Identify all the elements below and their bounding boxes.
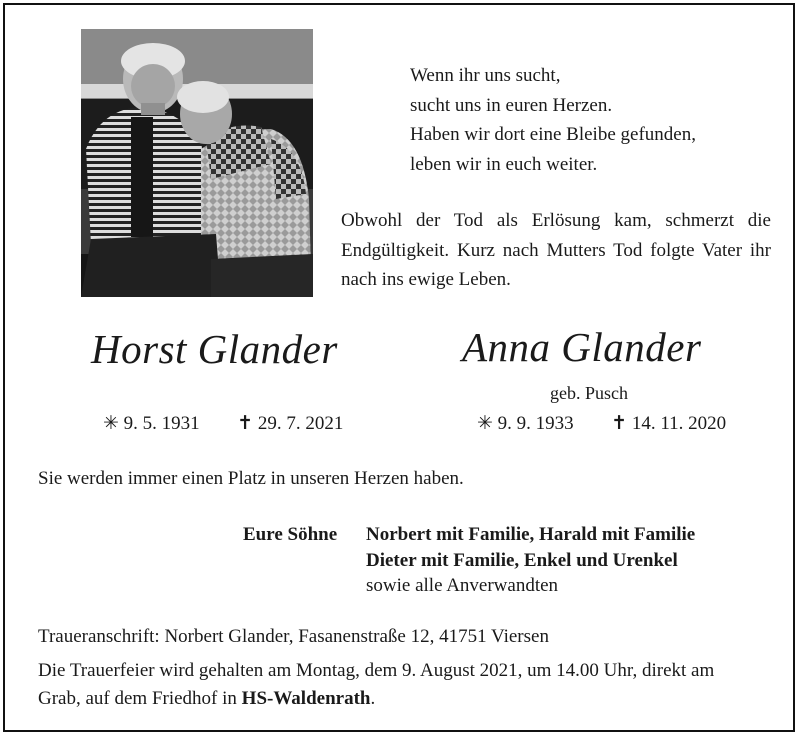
death-cross-icon: ✝ <box>237 413 254 434</box>
elderly-couple-photo-icon <box>81 29 313 297</box>
poem-line: leben wir in euch weiter. <box>410 153 598 175</box>
birth-star-icon: ✳ <box>477 413 493 434</box>
dates-anna <box>477 412 726 435</box>
birth-date: 9. 5. 1931 <box>123 413 200 434</box>
funeral-location: HS-Waldenrath <box>241 688 371 709</box>
family-label: Eure Söhne <box>243 524 338 545</box>
funeral-line-2-end: . <box>370 688 376 709</box>
death-date: 14. 11. 2020 <box>631 413 727 434</box>
funeral-line-1: Die Trauerfeier wird gehalten am Montag, dem 9. August 2021, um 14.00 Uhr, direkt am <box>38 660 715 681</box>
family-line-1: Norbert mit Familie, Harald mit Familie <box>366 524 696 545</box>
poem-line: Wenn ihr uns sucht, <box>410 65 561 86</box>
death-cross-icon: ✝ <box>611 413 628 434</box>
death-date: 29. 7. 2021 <box>257 413 344 434</box>
couple-photo <box>81 29 313 297</box>
heart-line: Sie werden immer einen Platz in unseren Herzen haben. <box>38 468 464 489</box>
poem <box>410 61 770 179</box>
mourning-address: Traueranschrift: Norbert Glander, Fasanenstraße 12, 41751 Viersen <box>38 626 549 647</box>
family-line-3: sowie alle Anverwandten <box>366 575 559 596</box>
dates-horst <box>103 412 343 435</box>
name-anna: Anna Glander <box>462 324 702 370</box>
poem-line: Haben wir dort eine Bleibe gefunden, <box>410 124 696 145</box>
funeral-line-2-text: Grab, auf dem Friedhof in <box>38 688 242 709</box>
birth-date: 9. 9. 1933 <box>497 413 574 434</box>
obituary-notice <box>3 3 795 732</box>
birth-star-icon: ✳ <box>103 413 119 434</box>
funeral-line-2 <box>38 688 375 710</box>
poem-line: sucht uns in euren Herzen. <box>410 94 613 116</box>
name-horst: Horst Glander <box>91 326 338 372</box>
family-line-2: Dieter mit Familie, Enkel und Urenkel <box>366 550 678 571</box>
birth-name: geb. Pusch <box>550 383 628 403</box>
intro-paragraph: Obwohl der Tod als Erlösung kam, schmerzt die Endgültigkeit. Kurz nach Mutters Tod folgte Vater ihr nach ins ewige Leben. <box>341 210 771 290</box>
